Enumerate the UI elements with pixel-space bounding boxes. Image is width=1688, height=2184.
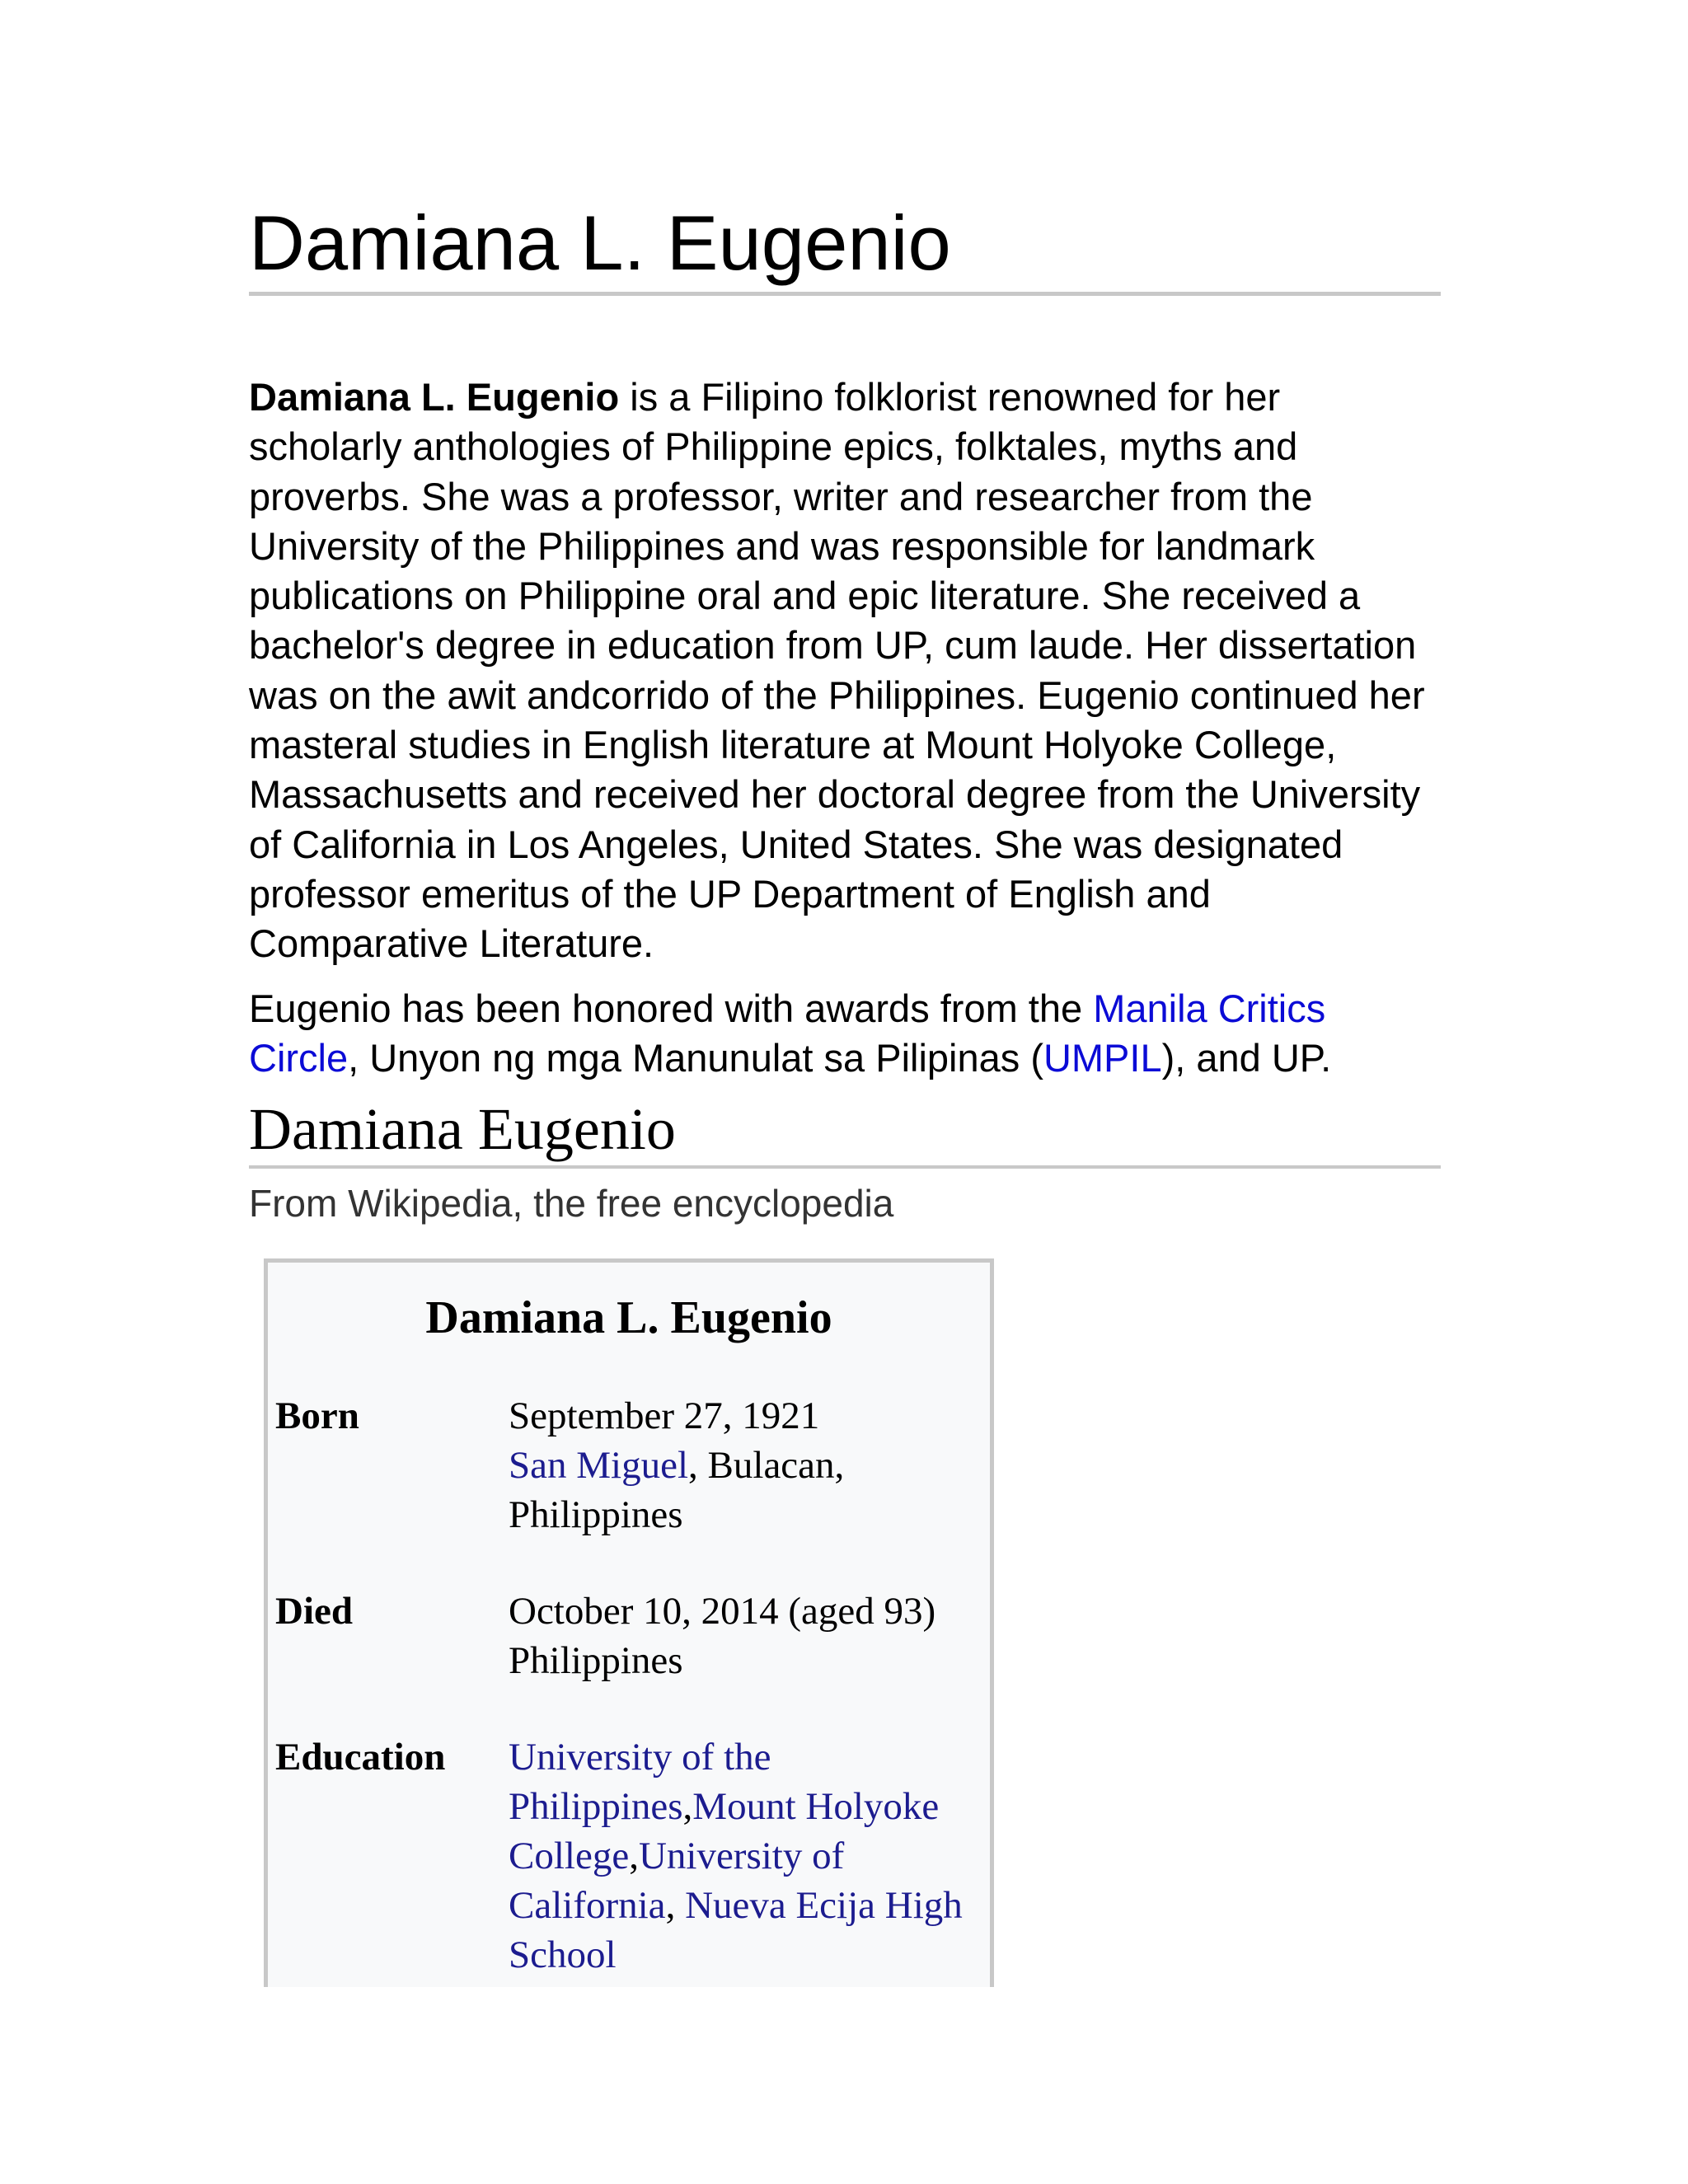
- manila-critics-circle-link[interactable]: Manila Critics Circle: [249, 986, 1326, 1080]
- school-separator: ,: [665, 1884, 686, 1927]
- died-country: Philippines: [509, 1639, 683, 1682]
- umpil-link[interactable]: UMPIL: [1043, 1035, 1162, 1080]
- awards-middle: , Unyon ng mga Manunulat sa Pilipinas (: [348, 1035, 1043, 1080]
- intro-section: [249, 373, 1441, 1083]
- infobox: [264, 1258, 994, 1987]
- died-value: [509, 1586, 987, 1685]
- intro-paragraph-1-text: is a Filipino folklorist renowned for her scholarly anthologies of Philippine epics, folktales, myths and proverbs. She was a professor, writer and researcher from the University of the Philippines and was responsible for landmark publications on Philippine oral and epic literature. She received a bachelor's degree in education from UP, cum laude. Her dissertation was on the awit andcorrido of the Philippines. Eugenio continued her masteral studies in English literature at Mount Holyoke College, Massachusetts and received her doctoral degree from the University of California in Los Angeles, United States. She was designated professor emeritus of the UP Department of English and Comparative Literature.: [249, 375, 1425, 966]
- education-value: [509, 1732, 987, 1980]
- born-value: [509, 1391, 987, 1540]
- born-country: Philippines: [509, 1493, 683, 1536]
- education-label: Education: [275, 1736, 446, 1779]
- subject-name-bold: Damiana L. Eugenio: [249, 375, 620, 419]
- school-link-ucla[interactable]: University of California: [509, 1835, 845, 1927]
- awards-suffix: ), and UP.: [1161, 1035, 1332, 1080]
- born-date: September 27, 1921: [509, 1394, 820, 1437]
- school-link-nueva-ecija[interactable]: Nueva Ecija High School: [509, 1884, 963, 1976]
- school-separator: ,: [629, 1835, 639, 1877]
- wiki-heading: Damiana Eugenio: [249, 1094, 1441, 1169]
- intro-paragraph-1: [249, 373, 1441, 969]
- infobox-title: Damiana L. Eugenio: [425, 1292, 832, 1343]
- born-label: Born: [275, 1394, 359, 1437]
- school-link-mount-holyoke[interactable]: Mount Holyoke College: [509, 1785, 940, 1877]
- died-date: October 10, 2014 (aged 93): [509, 1590, 936, 1633]
- wiki-subtitle: From Wikipedia, the free encyclopedia: [249, 1182, 894, 1225]
- awards-prefix: Eugenio has been honored with awards from the: [249, 986, 1094, 1030]
- school-link-up[interactable]: University of the Philippines: [509, 1736, 771, 1828]
- school-separator: ,: [682, 1785, 693, 1828]
- born-place: [509, 1441, 987, 1490]
- died-label: Died: [275, 1590, 353, 1633]
- page-title: Damiana L. Eugenio: [249, 198, 1441, 296]
- intro-paragraph-2: [249, 984, 1441, 1084]
- san-miguel-link[interactable]: San Miguel: [509, 1444, 689, 1487]
- born-place-rest: , Bulacan,: [688, 1444, 845, 1487]
